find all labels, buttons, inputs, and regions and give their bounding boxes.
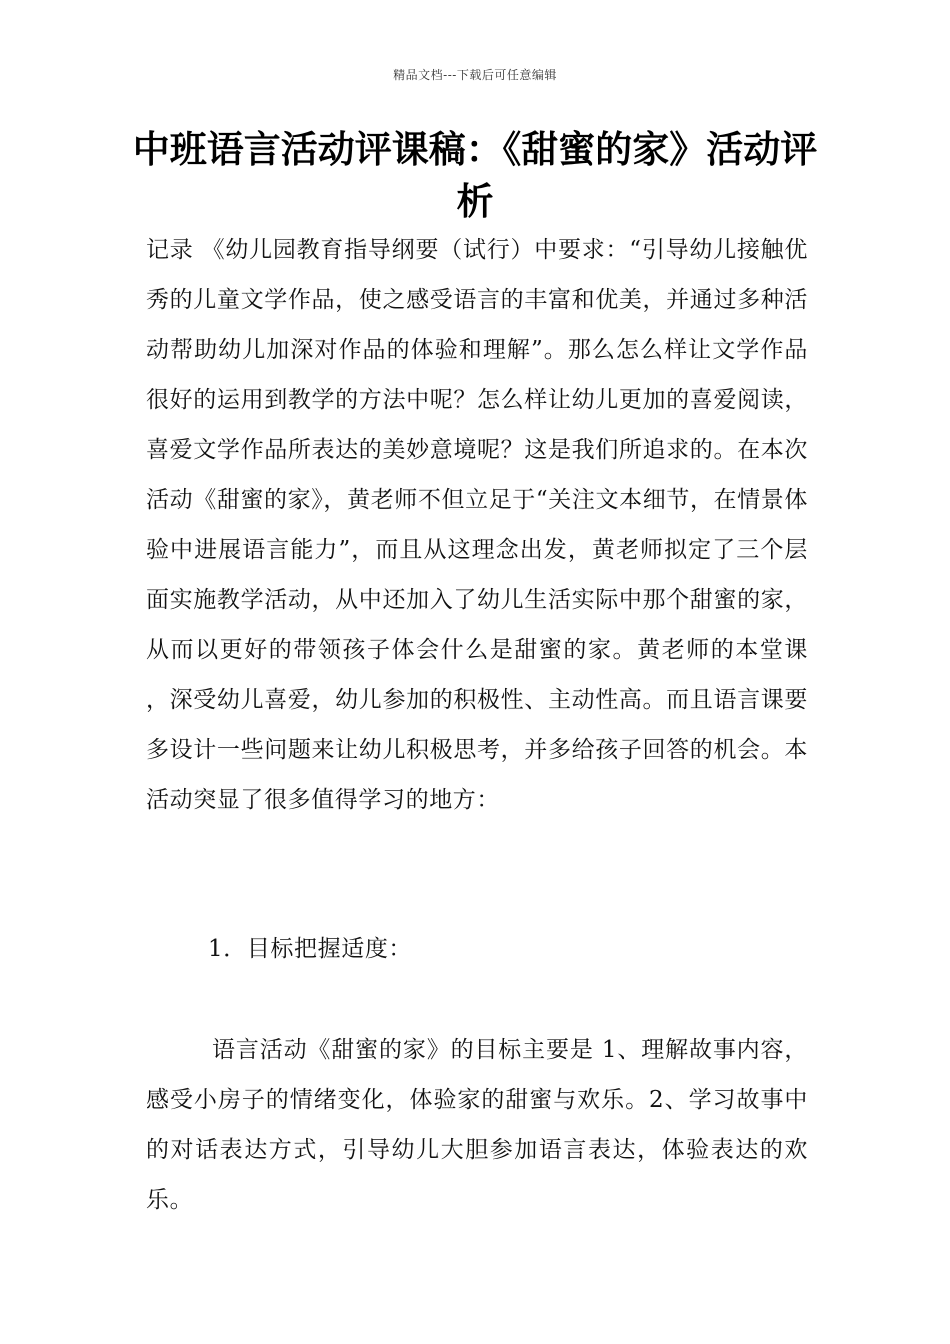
intro-paragraph: 记录 《幼儿园教育指导纲要（试行）中要求：“引导幼儿接触优秀的儿童文学作品，使之感受语言的丰富和优美，并通过多种活动帮助幼儿加深对作品的体验和理解”。那么怎么样让文学作品很好的运用到教学的方法中呢？怎么样让幼儿更加的喜爱阅读，喜爱文学作品所表达的美妙意境呢？这是我们所追求的。在本次活动《甜蜜的家》，黄老师不但立足于“关注文本细节，在情景体验中进展语言能力”，而且从这理念出发，黄老师拟定了三个层面实施教学活动，从中还加入了幼儿生活实际中那个甜蜜的家，从而以更好的带领孩子体会什么是甜蜜的家。黄老师的本堂课 ，深受幼儿喜爱，幼儿参加的积极性、主动性高。而且语言课要多设计一些问题来让幼儿积极思考，并多给孩子回答的机会。本活动突显了很多值得学习的地方： [146,237,808,813]
goal-paragraph: 语言活动《甜蜜的家》的目标主要是 1、理解故事内容，感受小房子的情绪变化，体验家的甜蜜与欢乐。2、学习故事中的对话表达方式，引导幼儿大胆参加语言表达，体验表达的欢乐。 [146,1037,808,1213]
header-note: 精品文档---下载后可任意编辑 [393,68,557,82]
page-title: 中班语言活动评课稿：《甜蜜的家》活动评析 [132,128,818,223]
section-heading: 1．目标把握适度： [208,936,413,962]
